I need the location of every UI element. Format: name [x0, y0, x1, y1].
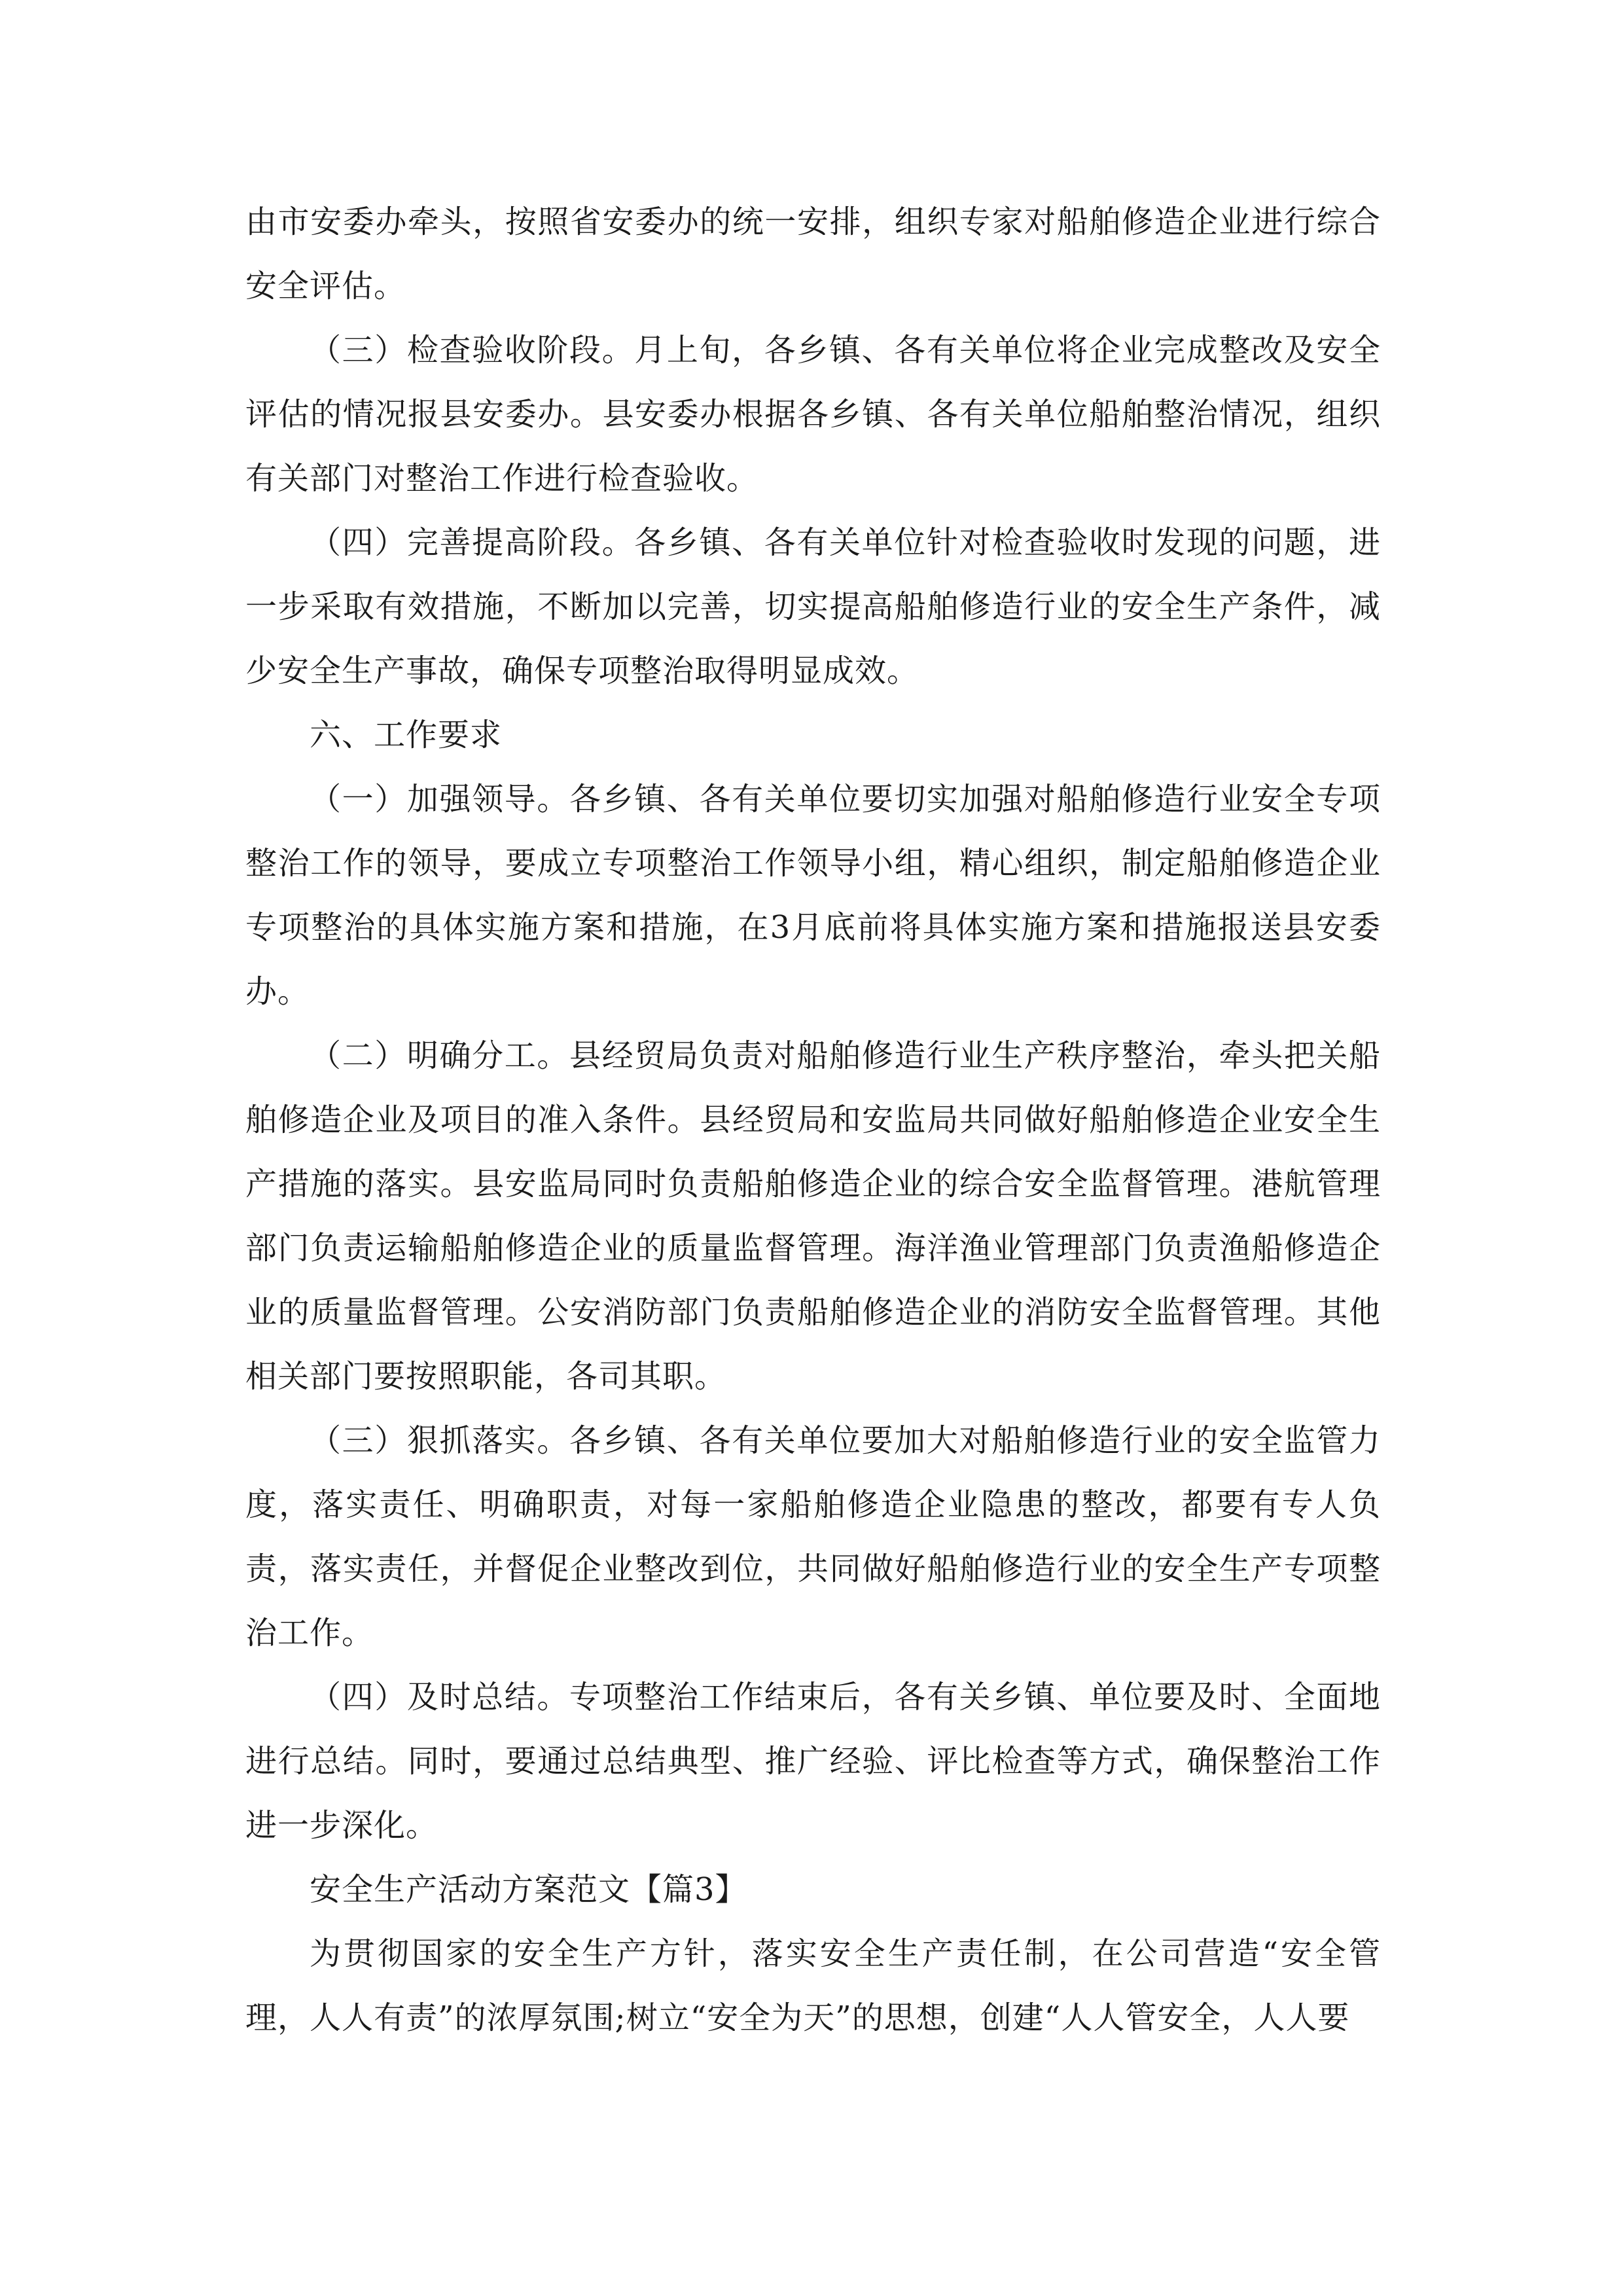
paragraph-8: （四）及时总结。专项整治工作结束后，各有关乡镇、单位要及时、全面地进行总结。同时，要通过总结典型、推广经验、评比检查等方式，确保整治工作进一步深化。: [245, 1679, 1381, 1844]
paragraph-1: 由市安委办牵头，按照省安委办的统一安排，组织专家对船舶修造企业进行综合安全评估。: [245, 204, 1381, 304]
paragraph-2: （三）检查验收阶段。月上旬，各乡镇、各有关单位将企业完成整改及安全评估的情况报县安委办。县安委办根据各乡镇、各有关单位船舶整治情况，组织有关部门对整治工作进行检查验收。: [245, 332, 1381, 497]
document-page: [245, 190, 1381, 2050]
paragraph-10: 为贯彻国家的安全生产方针，落实安全生产责任制，在公司营造“安全管理，人人有责”的浓厚氛围;树立“安全为天”的思想，创建“人人管安全，人人要: [245, 1935, 1381, 2036]
paragraph-6: （二）明确分工。县经贸局负责对船舶修造行业生产秩序整治，牵头把关船舶修造企业及项目的准入条件。县经贸局和安监局共同做好船舶修造企业安全生产措施的落实。县安监局同时负责船舶修造企业的综合安全监督管理。港航管理部门负责运输船舶修造企业的质量监督管理。海洋渔业管理部门负责渔船修造企业的质量监督管理。公安消防部门负责船舶修造企业的消防安全监督管理。其他相关部门要按照职能，各司其职。: [245, 1037, 1381, 1395]
paragraph-3: （四）完善提高阶段。各乡镇、各有关单位针对检查验收时发现的问题，进一步采取有效措施，不断加以完善，切实提高船舶修造行业的安全生产条件，减少安全生产事故，确保专项整治取得明显成效。: [245, 524, 1381, 689]
section-heading-6: 六、工作要求: [310, 717, 503, 753]
paragraph-5: （一）加强领导。各乡镇、各有关单位要切实加强对船舶修造行业安全专项整治工作的领导，要成立专项整治工作领导小组，精心组织，制定船舶修造企业专项整治的具体实施方案和措施，在3月底前将具体实施方案和措施报送县安委办。: [245, 781, 1381, 1010]
paragraph-7: （三）狠抓落实。各乡镇、各有关单位要加大对船舶修造行业的安全监管力度，落实责任、明确职责，对每一家船舶修造企业隐患的整改，都要有专人负责，落实责任，并督促企业整改到位，共同做好船舶修造行业的安全生产专项整治工作。: [245, 1422, 1381, 1651]
article-title-3: 安全生产活动方案范文【篇3】: [310, 1871, 747, 1908]
